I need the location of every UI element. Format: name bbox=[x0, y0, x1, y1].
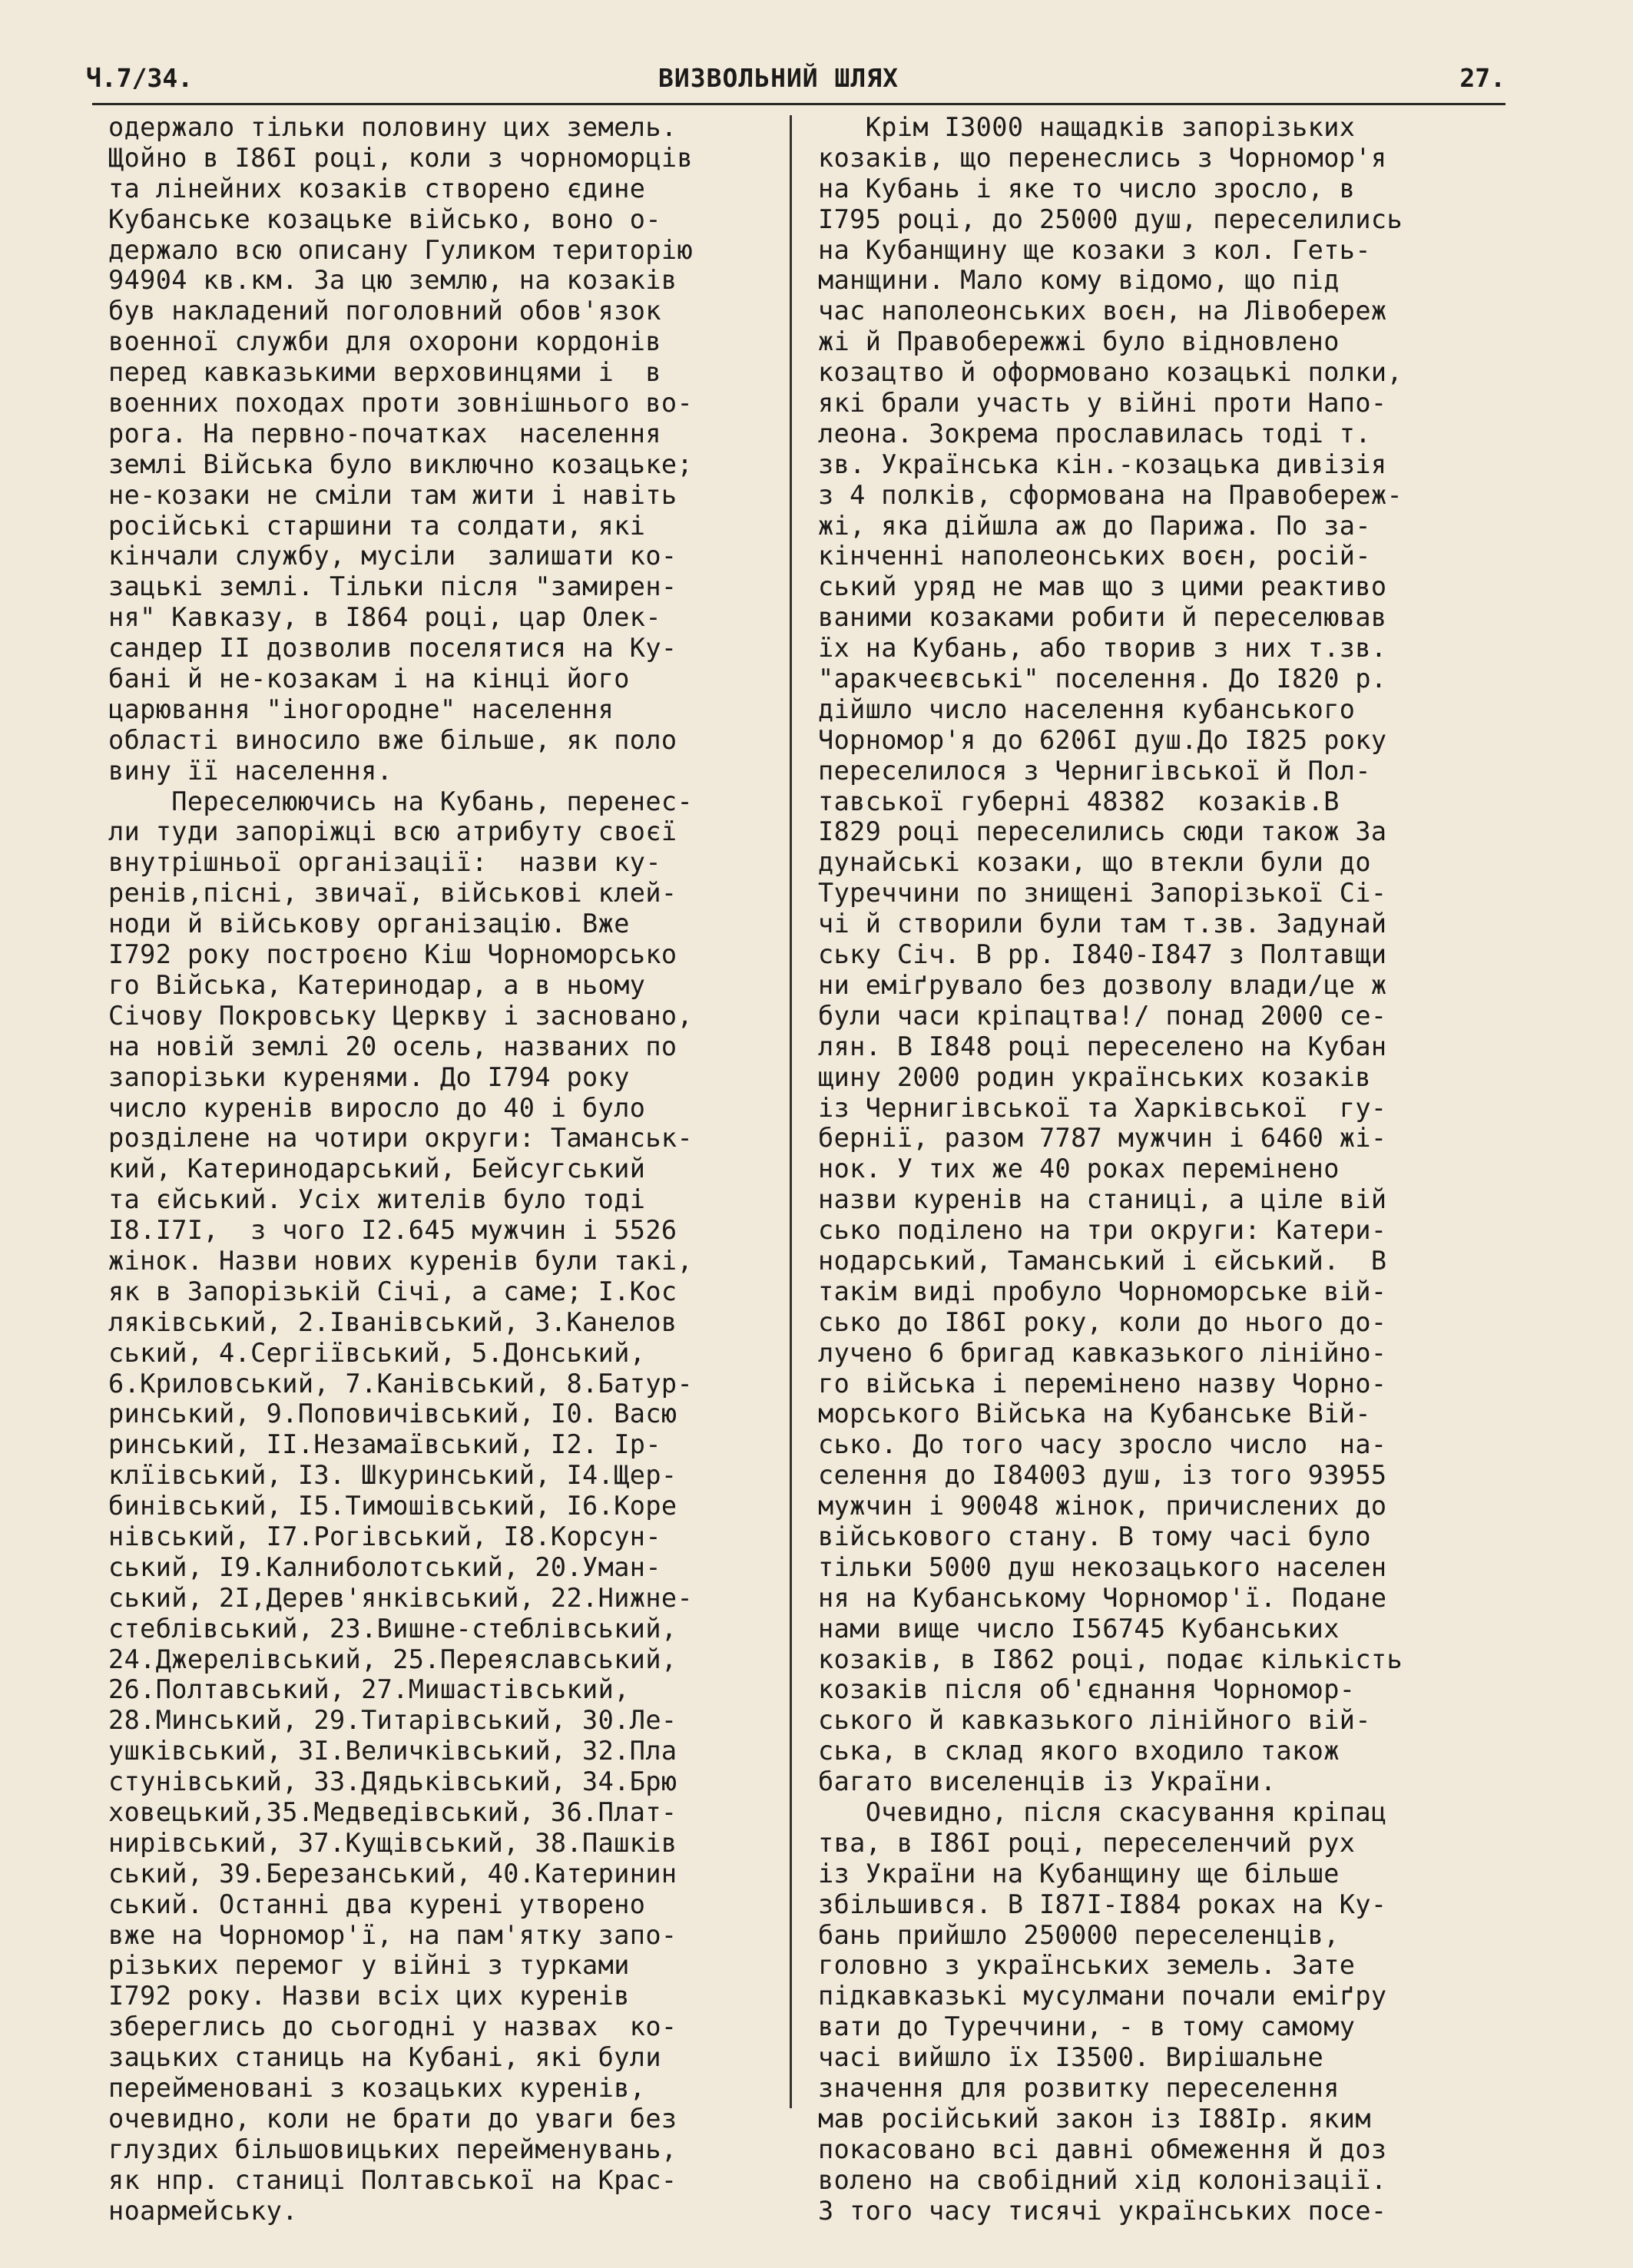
text-line: ський уряд не мав що з цими реактиво bbox=[818, 571, 1387, 602]
text-line: сько до I86I року, коли до нього до- bbox=[818, 1306, 1387, 1337]
text-line: області виносило вже більше, як поло bbox=[108, 724, 677, 755]
text-line: очевидно, коли не брати до уваги без bbox=[108, 2103, 677, 2134]
text-line: багато виселенців із України. bbox=[818, 1766, 1277, 1797]
text-line: царювання "іногородне" населення bbox=[108, 694, 614, 724]
text-line: дійшло число населення кубанського bbox=[818, 694, 1356, 724]
text-line: военної служби для охорони кордонів bbox=[108, 326, 661, 357]
text-line: 6.Криловський, 7.Канівський, 8.Батур- bbox=[108, 1368, 694, 1399]
text-line: та єйський. Усіх жителів було тоді bbox=[108, 1184, 646, 1215]
text-line: перед кавказькими верховинцями і в bbox=[108, 357, 661, 388]
text-line: клїівський, I3. Шкуринський, I4.Щер- bbox=[108, 1460, 677, 1491]
text-line: зв. Українська кін.-козацька дивізія bbox=[818, 449, 1387, 479]
text-line: Січову Покровську Церкву і засновано, bbox=[108, 1000, 694, 1031]
text-line: із України на Кубанщину ще більше bbox=[818, 1858, 1340, 1889]
text-line: ренів,пісні, звичаї, військові клей- bbox=[108, 878, 677, 909]
text-line: 24.Джерелівський, 25.Переяславський, bbox=[108, 1644, 677, 1674]
text-line: ський, 2I,Дерев'янківський, 22.Нижне- bbox=[108, 1582, 694, 1613]
text-line: сько. До того часу зросло число на- bbox=[818, 1429, 1387, 1460]
text-line: нок. У тих же 40 роках перемінено bbox=[818, 1154, 1340, 1184]
text-line: Крім I3000 нащадків запорізьких bbox=[818, 112, 1356, 142]
text-line: ушківський, 3I.Величківський, 32.Пла bbox=[108, 1736, 677, 1766]
text-line: нами вище число I56745 Кубанських bbox=[818, 1613, 1340, 1644]
text-line: був накладений поголовний обов'язок bbox=[108, 296, 661, 326]
text-line: мав російський закон із I88Iр. яким bbox=[818, 2103, 1371, 2134]
text-line: назви куренів на станиці, а ціле вій bbox=[818, 1184, 1387, 1215]
text-line: ня" Кавказу, в I864 році, цар Олек- bbox=[108, 602, 661, 633]
text-line: го війська і перемінено назву Чорно- bbox=[818, 1368, 1387, 1399]
text-line: козаків, в I862 році, подає кількість bbox=[818, 1644, 1403, 1674]
text-line: вину її населення. bbox=[108, 755, 393, 786]
text-line: лян. В I848 році переселено на Кубан bbox=[818, 1031, 1387, 1061]
text-line: держало всю описану Гуликом територію bbox=[108, 234, 694, 265]
text-line: були часи кріпацтва!/ понад 2000 се- bbox=[818, 1000, 1387, 1031]
right-column bbox=[818, 112, 1509, 2226]
text-line: 94904 кв.км. За цю землю, на козаків bbox=[108, 265, 677, 296]
text-line: лучено 6 бригад кавказького лінійно- bbox=[818, 1337, 1387, 1368]
text-line: військового стану. В тому часі було bbox=[818, 1521, 1371, 1551]
text-line: значення для розвитку переселення bbox=[818, 2073, 1340, 2103]
text-line: не-козаки не сміли там жити і навіть bbox=[108, 479, 677, 510]
text-line: козаків після об'єднання Чорномор- bbox=[818, 1674, 1356, 1705]
text-line: бань прийшло 250000 переселенців, bbox=[818, 1919, 1340, 1950]
text-line: стунівський, 33.Дядьківський, 34.Брю bbox=[108, 1766, 677, 1797]
text-line: часі вийшло їх I3500. Вирішальне bbox=[818, 2042, 1324, 2073]
text-line: ноармейську. bbox=[108, 2195, 298, 2226]
text-line: козацтво й оформовано козацькі полки, bbox=[818, 357, 1403, 388]
text-line: Кубанське козацьке військо, воно о- bbox=[108, 204, 661, 234]
text-line: на Кубанщину ще козаки з кол. Геть- bbox=[818, 234, 1371, 265]
text-line: кінчали службу, мусіли залишати ко- bbox=[108, 541, 677, 571]
text-line: одержало тільки половину цих земель. bbox=[108, 112, 677, 142]
text-line: перейменовані з козацьких куренів, bbox=[108, 2073, 646, 2103]
text-line: збереглись до сьогодні у назвах ко- bbox=[108, 2011, 677, 2042]
text-line: зацьких станиць на Кубані, які були bbox=[108, 2042, 661, 2073]
text-line: внутрішньої організації: назви ку- bbox=[108, 847, 661, 878]
text-line: Очевидно, після скасування кріпац bbox=[818, 1796, 1387, 1827]
text-line: із Чернигівської та Харківської гу- bbox=[818, 1092, 1387, 1123]
text-line: Туреччини по знищені Запорізької Сі- bbox=[818, 878, 1387, 909]
text-line: леона. Зокрема прославилась тоді т. bbox=[818, 418, 1371, 449]
text-line: ляківський, 2.Іванівський, 3.Канелов bbox=[108, 1306, 677, 1337]
text-line: жі, яка дійшла аж до Парижа. По за- bbox=[818, 510, 1371, 541]
issue-number: Ч.7/34. bbox=[86, 63, 194, 93]
text-line: ноди й військову організацію. Вже bbox=[108, 909, 630, 939]
text-line: різьких перемог у війні з турками bbox=[108, 1950, 630, 1981]
text-line: Щойно в I86I році, коли з чорноморців bbox=[108, 142, 694, 173]
text-line: сандер II дозволив поселятися на Ку- bbox=[108, 633, 677, 664]
text-line: їх на Кубань, або творив з них т.зв. bbox=[818, 633, 1387, 664]
column-divider bbox=[790, 115, 792, 2108]
text-line: вже на Чорномор'ї, на пам'ятку запо- bbox=[108, 1919, 677, 1950]
text-line: военних походах проти зовнішнього во- bbox=[108, 388, 694, 419]
text-line: Чорномор'я до 6206I душ.До I825 року bbox=[818, 724, 1387, 755]
text-line: I829 році переселились сюди також За bbox=[818, 816, 1387, 847]
text-line: манщини. Мало кому відомо, що під bbox=[818, 265, 1340, 296]
text-line: ський, I9.Калниболотський, 20.Уман- bbox=[108, 1551, 661, 1582]
text-line: на Кубань і яке то число зросло, в bbox=[818, 173, 1356, 204]
text-line: тавської губерні 48382 козаків.В bbox=[818, 786, 1340, 816]
header-rule bbox=[92, 103, 1505, 105]
text-line: як в Запорізькій Січі, а саме; I.Кос bbox=[108, 1276, 677, 1306]
text-line: козаків, що перенеслись з Чорномор'я bbox=[818, 142, 1387, 173]
text-line: I795 році, до 25000 душ, переселились bbox=[818, 204, 1403, 234]
text-line: покасовано всі давні обмеження й доз bbox=[818, 2134, 1387, 2164]
text-line: час наполеонських воєн, на Лівобереж bbox=[818, 296, 1387, 326]
text-line: I792 року построєно Кіш Чорноморсько bbox=[108, 939, 677, 970]
text-line: I792 року. Назви всіх цих куренів bbox=[108, 1981, 630, 2011]
text-line: го Війська, Катеринодар, а в ньому bbox=[108, 969, 646, 1000]
text-line: кінченні наполеонських воєн, росій- bbox=[818, 541, 1371, 571]
text-line: тільки 5000 душ некозацького населен bbox=[818, 1551, 1387, 1582]
text-line: морського Війська на Кубанське Вій- bbox=[818, 1399, 1371, 1429]
text-line: дунайські козаки, що втекли були до bbox=[818, 847, 1371, 878]
text-line: ську Січ. В рр. I840-I847 з Полтавщи bbox=[818, 939, 1387, 970]
text-line: ський, 39.Березанський, 40.Катеринин bbox=[108, 1858, 677, 1889]
text-line: число куренів виросло до 40 і було bbox=[108, 1092, 646, 1123]
text-line: щину 2000 родин українських козаків bbox=[818, 1061, 1371, 1092]
text-line: I8.I7I, з чого I2.645 мужчин і 5526 bbox=[108, 1215, 677, 1246]
text-line: з 4 полків, сформована на Правобереж- bbox=[818, 479, 1403, 510]
text-line: селення до I84003 душ, із того 93955 bbox=[818, 1460, 1387, 1491]
text-line: ваними козаками робити й переселював bbox=[818, 602, 1387, 633]
text-line: на новій землі 20 осель, названих по bbox=[108, 1031, 677, 1061]
text-line: які брали участь у війні проти Напо- bbox=[818, 388, 1387, 419]
text-line: бернії, разом 7787 мужчин і 6460 жі- bbox=[818, 1123, 1387, 1154]
text-line: 26.Полтавський, 27.Мишастівський, bbox=[108, 1674, 630, 1705]
text-line: розділене на чотири округи: Таманськ- bbox=[108, 1123, 694, 1154]
text-line: ринський, II.Незамаївський, I2. Ір- bbox=[108, 1429, 661, 1460]
text-line: жі й Правобережжі було відновлено bbox=[818, 326, 1340, 357]
text-line: волено на свобідний хід колонізації. bbox=[818, 2164, 1387, 2195]
text-line: вати до Туреччини, - в тому самому bbox=[818, 2011, 1356, 2042]
text-line: ховецький,35.Медведівський, 36.Плат- bbox=[108, 1796, 677, 1827]
text-line: "аракчеєвські" поселення. До I820 р. bbox=[818, 664, 1387, 694]
page-header bbox=[86, 63, 1505, 103]
text-line: жінок. Назви нових куренів були такі, bbox=[108, 1245, 694, 1276]
text-line: як нпр. станиці Полтавської на Крас- bbox=[108, 2164, 677, 2195]
text-line: ського й кавказького лінійного вій- bbox=[818, 1705, 1371, 1736]
text-line: чі й створили були там т.зв. Задунай bbox=[818, 909, 1387, 939]
text-line: ська, в склад якого входило також bbox=[818, 1736, 1340, 1766]
text-line: сько поділено на три округи: Катери- bbox=[818, 1215, 1387, 1246]
text-line: нівський, I7.Рогівський, I8.Корсун- bbox=[108, 1521, 661, 1551]
text-line: рога. На первно-початках населення bbox=[108, 418, 661, 449]
text-line: ли туди запоріжці всю атрибуту своєї bbox=[108, 816, 677, 847]
text-line: мужчин і 90048 жінок, причислених до bbox=[818, 1491, 1387, 1521]
text-line: російські старшини та солдати, які bbox=[108, 510, 646, 541]
text-line: З того часу тисячі українських посе- bbox=[818, 2195, 1387, 2226]
text-line: тва, в I86I році, переселенчий рух bbox=[818, 1827, 1356, 1858]
text-line: ський, 4.Сергіївський, 5.Донський, bbox=[108, 1337, 646, 1368]
text-line: нодарський, Таманський і єйський. В bbox=[818, 1245, 1387, 1276]
text-line: ський. Останні два курені утворено bbox=[108, 1889, 646, 1919]
text-line: ни еміґрувало без дозволу влади/це ж bbox=[818, 969, 1387, 1000]
text-line: та лінейних козаків створено єдине bbox=[108, 173, 646, 204]
text-line: такім виді пробуло Чорноморське вій- bbox=[818, 1276, 1387, 1306]
text-line: бинівський, I5.Тимошівський, I6.Коре bbox=[108, 1491, 677, 1521]
text-line: землі Війська було виключно козацьке; bbox=[108, 449, 694, 479]
text-line: запорізьки куренями. До I794 року bbox=[108, 1061, 630, 1092]
text-line: головно з українських земель. Зате bbox=[818, 1950, 1356, 1981]
left-column bbox=[108, 112, 777, 2226]
text-line: глуздих більшовицьких перейменувань, bbox=[108, 2134, 677, 2164]
text-line: підкавказькі мусулмани почали еміґру bbox=[818, 1981, 1387, 2011]
text-line: ринський, 9.Поповичівський, I0. Васю bbox=[108, 1399, 677, 1429]
text-line: 28.Минський, 29.Титарівський, 30.Ле- bbox=[108, 1705, 677, 1736]
text-line: збільшився. В I87I-I884 роках на Ку- bbox=[818, 1889, 1387, 1919]
text-line: нирівський, 37.Кущівський, 38.Пашків bbox=[108, 1827, 677, 1858]
publication-title: ВИЗВОЛЬНИЙ ШЛЯХ bbox=[658, 63, 899, 93]
text-line: кий, Катеринодарський, Бейсугський bbox=[108, 1154, 646, 1184]
text-line: бані й не-козакам і на кінці його bbox=[108, 664, 630, 694]
text-line: переселилося з Чернигівської й Пол- bbox=[818, 755, 1371, 786]
text-line: стеблівський, 23.Вишне-стеблівський, bbox=[108, 1613, 677, 1644]
text-line: Переселюючись на Кубань, перенес- bbox=[108, 786, 694, 816]
text-line: зацькі землі. Тільки після "замирен- bbox=[108, 571, 677, 602]
page-number: 27. bbox=[1459, 63, 1505, 93]
text-line: ня на Кубанському Чорномор'ї. Подане bbox=[818, 1582, 1387, 1613]
